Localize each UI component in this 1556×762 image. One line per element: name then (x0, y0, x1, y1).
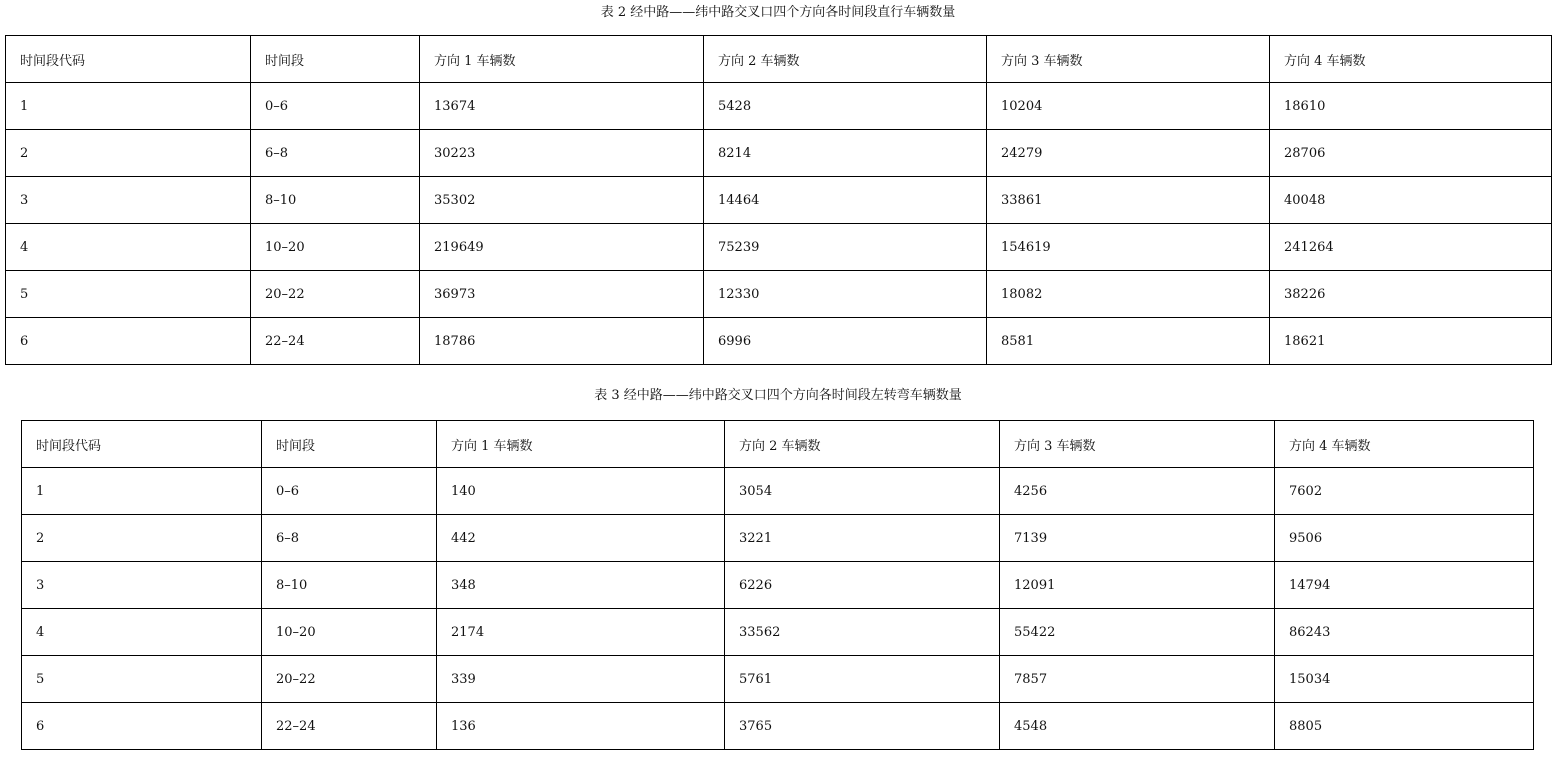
table-cell: 8214 (704, 130, 987, 177)
table-row (6, 130, 1552, 177)
table-cell: 3221 (725, 515, 1000, 562)
table-cell: 5428 (704, 83, 987, 130)
table-2-caption: 表 2 经中路——纬中路交叉口四个方向各时间段直行车辆数量 (600, 5, 956, 20)
table-row (6, 224, 1552, 271)
header-cell: 方向 3 车辆数 (1000, 421, 1275, 468)
table-cell: 6226 (725, 562, 1000, 609)
table-cell: 7602 (1275, 468, 1534, 515)
table-cell: 10204 (987, 83, 1270, 130)
table-cell: 3 (6, 177, 251, 224)
table-cell: 140 (437, 468, 725, 515)
header-cell: 时间段 (251, 36, 420, 83)
table-2-straight-traffic (5, 35, 1552, 365)
table-cell: 5 (6, 271, 251, 318)
table-cell: 8581 (987, 318, 1270, 365)
table-cell: 6996 (704, 318, 987, 365)
table-cell: 442 (437, 515, 725, 562)
table-3-caption: 表 3 经中路——纬中路交叉口四个方向各时间段左转弯车辆数量 (594, 388, 962, 403)
table-cell: 4 (6, 224, 251, 271)
table-cell: 33562 (725, 609, 1000, 656)
table-cell: 18786 (420, 318, 704, 365)
table-cell: 8805 (1275, 703, 1534, 750)
table-cell: 5 (22, 656, 262, 703)
table-header-row (22, 421, 1534, 468)
table-row (22, 562, 1534, 609)
header-cell: 时间段 (262, 421, 437, 468)
header-cell: 方向 1 车辆数 (420, 36, 704, 83)
table-cell: 14794 (1275, 562, 1534, 609)
table-row (6, 318, 1552, 365)
table-cell: 12330 (704, 271, 987, 318)
table-cell: 348 (437, 562, 725, 609)
table-cell: 30223 (420, 130, 704, 177)
table-cell: 2174 (437, 609, 725, 656)
header-cell: 方向 4 车辆数 (1270, 36, 1552, 83)
table-row (22, 656, 1534, 703)
table-cell: 22–24 (262, 703, 437, 750)
table-cell: 40048 (1270, 177, 1552, 224)
table-row (6, 177, 1552, 224)
header-cell: 方向 1 车辆数 (437, 421, 725, 468)
header-cell: 方向 3 车辆数 (987, 36, 1270, 83)
table-cell: 136 (437, 703, 725, 750)
table-cell: 18082 (987, 271, 1270, 318)
table-cell: 12091 (1000, 562, 1275, 609)
table-header-row (6, 36, 1552, 83)
table-cell: 241264 (1270, 224, 1552, 271)
table-cell: 36973 (420, 271, 704, 318)
table-cell: 6–8 (262, 515, 437, 562)
header-cell: 时间段代码 (6, 36, 251, 83)
table-cell: 2 (22, 515, 262, 562)
header-cell: 方向 2 车辆数 (704, 36, 987, 83)
table-cell: 35302 (420, 177, 704, 224)
header-cell: 时间段代码 (22, 421, 262, 468)
table-cell: 7857 (1000, 656, 1275, 703)
header-cell: 方向 2 车辆数 (725, 421, 1000, 468)
table-cell: 3 (22, 562, 262, 609)
table-cell: 8–10 (251, 177, 420, 224)
table-cell: 4 (22, 609, 262, 656)
table-cell: 339 (437, 656, 725, 703)
table-cell: 14464 (704, 177, 987, 224)
table-cell: 20–22 (251, 271, 420, 318)
table-cell: 1 (6, 83, 251, 130)
table-cell: 33861 (987, 177, 1270, 224)
table-cell: 8–10 (262, 562, 437, 609)
table-cell: 6 (6, 318, 251, 365)
table-row (22, 609, 1534, 656)
table-cell: 13674 (420, 83, 704, 130)
table-cell: 86243 (1275, 609, 1534, 656)
table-cell: 3054 (725, 468, 1000, 515)
table-cell: 154619 (987, 224, 1270, 271)
table-cell: 10–20 (251, 224, 420, 271)
table-cell: 3765 (725, 703, 1000, 750)
table-3-left-turn-traffic (21, 420, 1534, 750)
table-cell: 15034 (1275, 656, 1534, 703)
table-cell: 0–6 (251, 83, 420, 130)
table-cell: 4256 (1000, 468, 1275, 515)
table-cell: 38226 (1270, 271, 1552, 318)
table-cell: 20–22 (262, 656, 437, 703)
table-cell: 7139 (1000, 515, 1275, 562)
table-cell: 219649 (420, 224, 704, 271)
table-row (22, 468, 1534, 515)
table-cell: 24279 (987, 130, 1270, 177)
header-cell: 方向 4 车辆数 (1275, 421, 1534, 468)
table-cell: 0–6 (262, 468, 437, 515)
table-row (6, 83, 1552, 130)
table-cell: 4548 (1000, 703, 1275, 750)
table-row (6, 271, 1552, 318)
table-row (22, 515, 1534, 562)
table-cell: 75239 (704, 224, 987, 271)
table-cell: 55422 (1000, 609, 1275, 656)
table-cell: 1 (22, 468, 262, 515)
table-cell: 10–20 (262, 609, 437, 656)
table-row (22, 703, 1534, 750)
table-cell: 22–24 (251, 318, 420, 365)
table-cell: 2 (6, 130, 251, 177)
table-cell: 5761 (725, 656, 1000, 703)
table-cell: 6–8 (251, 130, 420, 177)
table-cell: 28706 (1270, 130, 1552, 177)
table-cell: 18621 (1270, 318, 1552, 365)
table-cell: 9506 (1275, 515, 1534, 562)
table-cell: 6 (22, 703, 262, 750)
table-cell: 18610 (1270, 83, 1552, 130)
